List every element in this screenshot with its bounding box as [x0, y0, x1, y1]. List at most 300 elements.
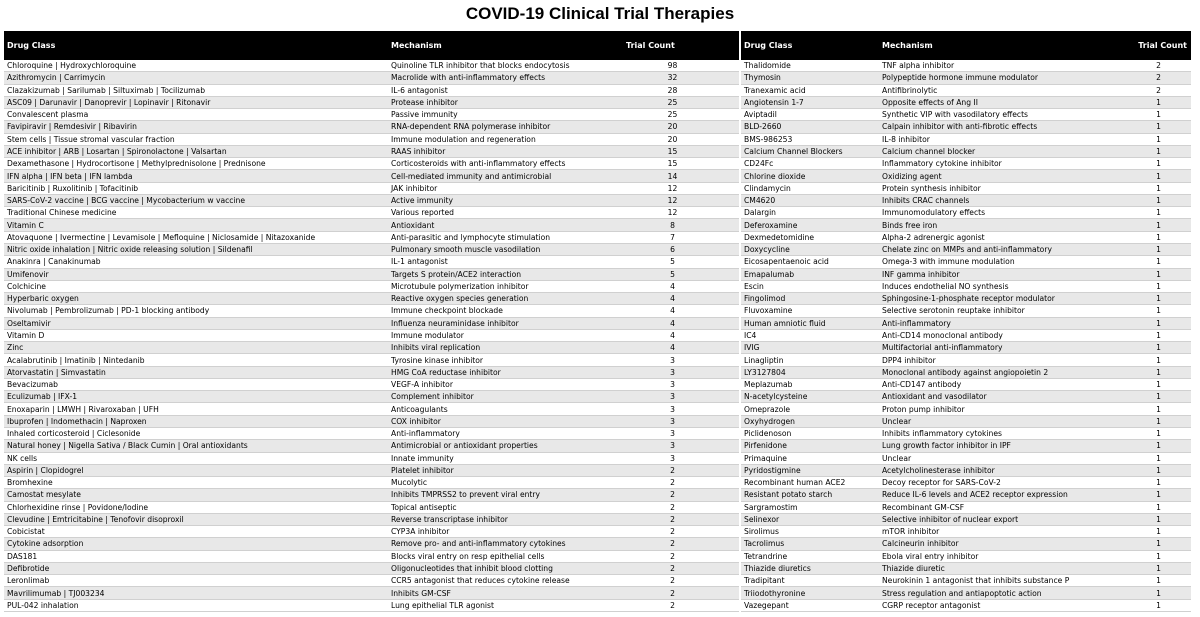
table-row	[741, 109, 1191, 121]
drug-class-cell: Resistant potato starch	[741, 489, 879, 501]
table-row	[741, 84, 1191, 96]
trial-count-cell: 1	[1084, 550, 1191, 562]
table-row	[4, 538, 739, 550]
drug-class-cell: PUL-042 inhalation	[4, 599, 388, 611]
trial-count-cell: 1	[1084, 317, 1191, 329]
drug-class-cell: Vazegepant	[741, 599, 879, 611]
drug-class-cell: Angiotensin 1-7	[741, 96, 879, 108]
mechanism-cell: Calcium channel blocker	[879, 145, 1084, 157]
table-row	[741, 403, 1191, 415]
table-row	[741, 599, 1191, 611]
table-row	[741, 170, 1191, 182]
table-row	[4, 391, 739, 403]
drug-class-cell: Escin	[741, 280, 879, 292]
trial-count-cell: 2	[1084, 60, 1191, 72]
table-row	[741, 207, 1191, 219]
table-row	[741, 550, 1191, 562]
table-row	[4, 562, 739, 574]
trial-count-cell: 2	[606, 477, 739, 489]
drug-class-cell: Tranexamic acid	[741, 84, 879, 96]
drug-class-cell: Tradipitant	[741, 575, 879, 587]
drug-class-cell: Nitric oxide inhalation | Nitric oxide releasing solution | Sildenafil	[4, 243, 388, 255]
drug-class-cell: Doxycycline	[741, 243, 879, 255]
trial-count-cell: 2	[606, 550, 739, 562]
trial-count-cell: 2	[606, 501, 739, 513]
table-row	[4, 587, 739, 599]
table-row	[4, 243, 739, 255]
trial-count-cell: 5	[606, 268, 739, 280]
trial-count-cell: 1	[1084, 440, 1191, 452]
table-row	[4, 109, 739, 121]
trial-count-cell: 3	[606, 427, 739, 439]
drug-class-cell: Thiazide diuretics	[741, 562, 879, 574]
trial-count-cell: 3	[606, 440, 739, 452]
table-row	[741, 305, 1191, 317]
table-row	[741, 587, 1191, 599]
trial-count-cell: 1	[1084, 96, 1191, 108]
mechanism-cell: Ebola viral entry inhibitor	[879, 550, 1084, 562]
table-row	[741, 256, 1191, 268]
mechanism-cell: Platelet inhibitor	[388, 464, 606, 476]
mechanism-cell: Synthetic VIP with vasodilatory effects	[879, 109, 1084, 121]
mechanism-cell: Sphingosine-1-phosphate receptor modulator	[879, 293, 1084, 305]
mechanism-cell: RAAS inhibitor	[388, 145, 606, 157]
drug-class-cell: NK cells	[4, 452, 388, 464]
drug-class-cell: Convalescent plasma	[4, 109, 388, 121]
table-row	[4, 513, 739, 525]
drug-class-cell: Leronlimab	[4, 575, 388, 587]
table-row	[4, 317, 739, 329]
table-row	[741, 96, 1191, 108]
trial-count-cell: 1	[1084, 366, 1191, 378]
drug-class-cell: Clazakizumab | Sarilumab | Siltuximab | Tocilizumab	[4, 84, 388, 96]
mechanism-cell: Macrolide with anti-inflammatory effects	[388, 72, 606, 84]
mechanism-cell: COX inhibitor	[388, 415, 606, 427]
trial-count-cell: 15	[606, 158, 739, 170]
drug-class-cell: Dexamethasone | Hydrocortisone | Methylprednisolone | Prednisone	[4, 158, 388, 170]
drug-class-cell: Fluvoxamine	[741, 305, 879, 317]
mechanism-cell: RNA-dependent RNA polymerase inhibitor	[388, 121, 606, 133]
drug-class-cell: Chloroquine | Hydroxychloroquine	[4, 60, 388, 72]
mechanism-cell: Lung growth factor inhibitor in IPF	[879, 440, 1084, 452]
table-row	[741, 182, 1191, 194]
table-row	[741, 575, 1191, 587]
trial-count-cell: 3	[606, 403, 739, 415]
drug-class-cell: ACE inhibitor | ARB | Losartan | Spironolactone | Valsartan	[4, 145, 388, 157]
trial-count-cell: 1	[1084, 207, 1191, 219]
trial-count-cell: 1	[1084, 305, 1191, 317]
table-row	[4, 575, 739, 587]
mechanism-cell: Cell-mediated immunity and antimicrobial	[388, 170, 606, 182]
trial-count-cell: 5	[606, 256, 739, 268]
table-row	[4, 72, 739, 84]
trial-count-cell: 2	[606, 464, 739, 476]
mechanism-cell: JAK inhibitor	[388, 182, 606, 194]
mechanism-cell: Antimicrobial or antioxidant properties	[388, 440, 606, 452]
page-title: COVID-19 Clinical Trial Therapies	[465, 4, 735, 23]
table-row	[4, 378, 739, 390]
mechanism-cell: Immune modulator	[388, 329, 606, 341]
drug-class-cell: Enoxaparin | LMWH | Rivaroxaban | UFH	[4, 403, 388, 415]
mechanism-cell: Unclear	[879, 415, 1084, 427]
trial-count-cell: 1	[1084, 170, 1191, 182]
table-row	[4, 182, 739, 194]
drug-class-cell: Primaquine	[741, 452, 879, 464]
table-row	[741, 378, 1191, 390]
trial-count-cell: 3	[606, 415, 739, 427]
mechanism-cell: Mucolytic	[388, 477, 606, 489]
trial-count-cell: 25	[606, 109, 739, 121]
mechanism-cell: CGRP receptor antagonist	[879, 599, 1084, 611]
drug-class-cell: Traditional Chinese medicine	[4, 207, 388, 219]
mechanism-cell: Opposite effects of Ang II	[879, 96, 1084, 108]
drug-class-cell: Fingolimod	[741, 293, 879, 305]
trial-count-cell: 1	[1084, 391, 1191, 403]
drug-class-cell: Bevacizumab	[4, 378, 388, 390]
column-header-trial-count[interactable]: Trial Count	[1084, 31, 1191, 60]
table-row	[4, 440, 739, 452]
mechanism-cell: Reverse transcriptase inhibitor	[388, 513, 606, 525]
drug-class-cell: IC4	[741, 329, 879, 341]
table-row	[741, 317, 1191, 329]
drug-class-cell: Bromhexine	[4, 477, 388, 489]
table-row	[4, 501, 739, 513]
trial-count-cell: 3	[606, 452, 739, 464]
drug-class-cell: Colchicine	[4, 280, 388, 292]
table-row	[741, 440, 1191, 452]
drug-class-cell: Clindamycin	[741, 182, 879, 194]
mechanism-cell: Remove pro- and anti-inflammatory cytokines	[388, 538, 606, 550]
trial-count-cell: 28	[606, 84, 739, 96]
table-row	[741, 329, 1191, 341]
table-row	[4, 427, 739, 439]
mechanism-cell: Acetylcholinesterase inhibitor	[879, 464, 1084, 476]
table-row	[741, 489, 1191, 501]
table-row	[741, 72, 1191, 84]
column-header-mechanism[interactable]: Mechanism	[388, 31, 606, 60]
table-row	[741, 562, 1191, 574]
table-row	[741, 219, 1191, 231]
mechanism-cell: Anti-inflammatory	[879, 317, 1084, 329]
table-row	[741, 293, 1191, 305]
drug-class-cell: Linagliptin	[741, 354, 879, 366]
trial-count-cell: 2	[606, 538, 739, 550]
drug-class-cell: Piclidenoson	[741, 427, 879, 439]
trial-count-cell: 1	[1084, 526, 1191, 538]
trial-count-cell: 1	[1084, 145, 1191, 157]
table-row	[741, 366, 1191, 378]
trial-count-cell: 20	[606, 133, 739, 145]
trial-count-cell: 1	[1084, 133, 1191, 145]
mechanism-cell: Polypeptide hormone immune modulator	[879, 72, 1084, 84]
table-row	[741, 391, 1191, 403]
mechanism-cell: Inhibits TMPRSS2 to prevent viral entry	[388, 489, 606, 501]
mechanism-cell: Influenza neuraminidase inhibitor	[388, 317, 606, 329]
mechanism-cell: Antioxidant and vasodilator	[879, 391, 1084, 403]
drug-class-cell: Zinc	[4, 342, 388, 354]
mechanism-cell: CCR5 antagonist that reduces cytokine release	[388, 575, 606, 587]
drug-class-cell: IVIG	[741, 342, 879, 354]
trial-count-cell: 25	[606, 96, 739, 108]
mechanism-cell: Microtubule polymerization inhibitor	[388, 280, 606, 292]
header-row	[741, 31, 1191, 60]
drug-class-cell: Emapalumab	[741, 268, 879, 280]
drug-class-cell: Meplazumab	[741, 378, 879, 390]
mechanism-cell: Alpha-2 adrenergic agonist	[879, 231, 1084, 243]
trial-count-cell: 14	[606, 170, 739, 182]
drug-class-cell: Thymosin	[741, 72, 879, 84]
drug-class-cell: Cytokine adsorption	[4, 538, 388, 550]
drug-class-cell: Nivolumab | Pembrolizumab | PD-1 blocking antibody	[4, 305, 388, 317]
table-row	[4, 145, 739, 157]
trial-count-cell: 3	[606, 366, 739, 378]
trial-count-cell: 1	[1084, 219, 1191, 231]
mechanism-cell: Inhibits GM-CSF	[388, 587, 606, 599]
trial-count-cell: 15	[606, 145, 739, 157]
drug-class-cell: Acalabrutinib | Imatinib | Nintedanib	[4, 354, 388, 366]
trial-count-cell: 1	[1084, 378, 1191, 390]
trial-count-cell: 1	[1084, 256, 1191, 268]
trial-count-cell: 1	[1084, 329, 1191, 341]
mechanism-cell: Selective serotonin reuptake inhibitor	[879, 305, 1084, 317]
table-row	[4, 219, 739, 231]
mechanism-cell: Topical antiseptic	[388, 501, 606, 513]
mechanism-cell: Immune modulation and regeneration	[388, 133, 606, 145]
mechanism-cell: Binds free iron	[879, 219, 1084, 231]
drug-class-cell: DAS181	[4, 550, 388, 562]
table-row	[741, 158, 1191, 170]
table-row	[741, 354, 1191, 366]
drug-class-cell: Pirfenidone	[741, 440, 879, 452]
trial-count-cell: 1	[1084, 342, 1191, 354]
trial-count-cell: 1	[1084, 415, 1191, 427]
table-row	[741, 280, 1191, 292]
mechanism-cell: Quinoline TLR inhibitor that blocks endocytosis	[388, 60, 606, 72]
trial-count-cell: 1	[1084, 354, 1191, 366]
table-row	[4, 96, 739, 108]
drug-class-cell: CM4620	[741, 194, 879, 206]
trial-count-cell: 12	[606, 207, 739, 219]
trial-count-cell: 1	[1084, 489, 1191, 501]
mechanism-cell: Lung epithelial TLR agonist	[388, 599, 606, 611]
trial-count-cell: 1	[1084, 293, 1191, 305]
drug-class-cell: Thalidomide	[741, 60, 879, 72]
table-row	[741, 133, 1191, 145]
drug-class-cell: Stem cells | Tissue stromal vascular fraction	[4, 133, 388, 145]
table-row	[4, 121, 739, 133]
mechanism-cell: Tyrosine kinase inhibitor	[388, 354, 606, 366]
mechanism-cell: Active immunity	[388, 194, 606, 206]
table-row	[741, 538, 1191, 550]
mechanism-cell: TNF alpha inhibitor	[879, 60, 1084, 72]
trial-count-cell: 1	[1084, 477, 1191, 489]
trial-count-cell: 4	[606, 293, 739, 305]
trial-count-cell: 1	[1084, 243, 1191, 255]
drug-class-cell: Human amniotic fluid	[741, 317, 879, 329]
trial-count-cell: 1	[1084, 109, 1191, 121]
trial-count-cell: 4	[606, 280, 739, 292]
drug-class-cell: Dexmedetomidine	[741, 231, 879, 243]
table-row	[741, 513, 1191, 525]
mechanism-cell: Oligonucleotides that inhibit blood clotting	[388, 562, 606, 574]
trial-count-cell: 6	[606, 243, 739, 255]
trial-count-cell: 12	[606, 182, 739, 194]
mechanism-cell: Inhibits viral replication	[388, 342, 606, 354]
column-header-mechanism[interactable]: Mechanism	[879, 31, 1084, 60]
trial-count-cell: 4	[606, 342, 739, 354]
table-row	[4, 477, 739, 489]
drug-class-cell: Azithromycin | Carrimycin	[4, 72, 388, 84]
drug-class-cell: Natural honey | Nigella Sativa / Black Cumin | Oral antioxidants	[4, 440, 388, 452]
mechanism-cell: Complement inhibitor	[388, 391, 606, 403]
trial-count-cell: 2	[606, 599, 739, 611]
mechanism-cell: Inhibits CRAC channels	[879, 194, 1084, 206]
trial-count-cell: 1	[1084, 464, 1191, 476]
table-row	[741, 526, 1191, 538]
trial-count-cell: 1	[1084, 575, 1191, 587]
drug-class-cell: LY3127804	[741, 366, 879, 378]
trial-count-cell: 1	[1084, 452, 1191, 464]
mechanism-cell: DPP4 inhibitor	[879, 354, 1084, 366]
drug-class-cell: Aviptadil	[741, 109, 879, 121]
trial-count-cell: 1	[1084, 501, 1191, 513]
table-row	[4, 452, 739, 464]
drug-class-cell: Chlorhexidine rinse | Povidone/Iodine	[4, 501, 388, 513]
mechanism-cell: IL-6 antagonist	[388, 84, 606, 96]
table-row	[4, 305, 739, 317]
trial-count-cell: 1	[1084, 427, 1191, 439]
mechanism-cell: HMG CoA reductase inhibitor	[388, 366, 606, 378]
drug-class-cell: Triiodothyronine	[741, 587, 879, 599]
table-row	[4, 256, 739, 268]
mechanism-cell: Reduce IL-6 levels and ACE2 receptor expression	[879, 489, 1084, 501]
drug-class-cell: Sargramostim	[741, 501, 879, 513]
table-row	[4, 170, 739, 182]
drug-class-cell: Anakinra | Canakinumab	[4, 256, 388, 268]
mechanism-cell: Oxidizing agent	[879, 170, 1084, 182]
drug-class-cell: Omeprazole	[741, 403, 879, 415]
trial-count-cell: 4	[606, 329, 739, 341]
trial-count-cell: 2	[606, 489, 739, 501]
mechanism-cell: Induces endothelial NO synthesis	[879, 280, 1084, 292]
trial-count-cell: 7	[606, 231, 739, 243]
table-row	[741, 231, 1191, 243]
drug-class-cell: Pyridostigmine	[741, 464, 879, 476]
mechanism-cell: IL-1 antagonist	[388, 256, 606, 268]
table-row	[741, 243, 1191, 255]
drug-class-cell: Vitamin C	[4, 219, 388, 231]
trial-count-cell: 4	[606, 317, 739, 329]
mechanism-cell: Immune checkpoint blockade	[388, 305, 606, 317]
trial-count-cell: 98	[606, 60, 739, 72]
mechanism-cell: Unclear	[879, 452, 1084, 464]
mechanism-cell: Inhibits inflammatory cytokines	[879, 427, 1084, 439]
mechanism-cell: Multifactorial anti-inflammatory	[879, 342, 1084, 354]
drug-class-cell: Recombinant human ACE2	[741, 477, 879, 489]
drug-class-cell: Tetrandrine	[741, 550, 879, 562]
table-row	[4, 464, 739, 476]
drug-class-cell: Clevudine | Emtricitabine | Tenofovir disoproxil	[4, 513, 388, 525]
mechanism-cell: Anticoagulants	[388, 403, 606, 415]
table-row	[741, 464, 1191, 476]
trial-count-cell: 2	[1084, 72, 1191, 84]
drug-class-cell: Selinexor	[741, 513, 879, 525]
trial-count-cell: 1	[1084, 538, 1191, 550]
mechanism-cell: Inflammatory cytokine inhibitor	[879, 158, 1084, 170]
mechanism-cell: Antioxidant	[388, 219, 606, 231]
mechanism-cell: Innate immunity	[388, 452, 606, 464]
mechanism-cell: Anti-CD14 monoclonal antibody	[879, 329, 1084, 341]
trial-count-cell: 1	[1084, 513, 1191, 525]
table-row	[4, 403, 739, 415]
table-row	[4, 293, 739, 305]
drug-class-cell: Favipiravir | Remdesivir | Ribavirin	[4, 121, 388, 133]
mechanism-cell: Neurokinin 1 antagonist that inhibits substance P	[879, 575, 1084, 587]
column-header-drug-class[interactable]: Drug Class	[741, 31, 879, 60]
table-row	[4, 489, 739, 501]
drug-class-cell: Calcium Channel Blockers	[741, 145, 879, 157]
drug-class-cell: Tacrolimus	[741, 538, 879, 550]
table-row	[4, 133, 739, 145]
mechanism-cell: Recombinant GM-CSF	[879, 501, 1084, 513]
trial-count-cell: 1	[1084, 280, 1191, 292]
trial-count-cell: 1	[1084, 231, 1191, 243]
table-row	[4, 329, 739, 341]
drug-class-cell: Mavrilimumab | TJ003234	[4, 587, 388, 599]
therapy-table-right	[741, 31, 1191, 612]
table-row	[4, 550, 739, 562]
mechanism-cell: Anti-inflammatory	[388, 427, 606, 439]
trial-count-cell: 2	[606, 513, 739, 525]
mechanism-cell: Immunomodulatory effects	[879, 207, 1084, 219]
column-header-drug-class[interactable]: Drug Class	[4, 31, 388, 60]
trial-count-cell: 3	[606, 391, 739, 403]
mechanism-cell: Stress regulation and antiapoptotic action	[879, 587, 1084, 599]
mechanism-cell: Corticosteroids with anti-inflammatory effects	[388, 158, 606, 170]
trial-count-cell: 1	[1084, 268, 1191, 280]
table-row	[741, 268, 1191, 280]
mechanism-cell: Chelate zinc on MMPs and anti-inflammatory	[879, 243, 1084, 255]
mechanism-cell: Calpain inhibitor with anti-fibrotic effects	[879, 121, 1084, 133]
trial-count-cell: 8	[606, 219, 739, 231]
drug-class-cell: Cobicistat	[4, 526, 388, 538]
table-row	[4, 194, 739, 206]
mechanism-cell: Selective inhibitor of nuclear export	[879, 513, 1084, 525]
table-row	[4, 60, 739, 72]
trial-count-cell: 2	[606, 526, 739, 538]
mechanism-cell: mTOR inhibitor	[879, 526, 1084, 538]
trial-count-cell: 1	[1084, 403, 1191, 415]
mechanism-cell: Decoy receptor for SARS-CoV-2	[879, 477, 1084, 489]
mechanism-cell: Protein synthesis inhibitor	[879, 182, 1084, 194]
table-row	[4, 158, 739, 170]
drug-class-cell: Oseltamivir	[4, 317, 388, 329]
drug-class-cell: SARS-CoV-2 vaccine | BCG vaccine | Mycobacterium w vaccine	[4, 194, 388, 206]
table-row	[4, 231, 739, 243]
trial-count-cell: 20	[606, 121, 739, 133]
mechanism-cell: IL-8 inhibitor	[879, 133, 1084, 145]
column-header-trial-count[interactable]: Trial Count	[606, 31, 739, 60]
trial-count-cell: 1	[1084, 587, 1191, 599]
mechanism-cell: Protease inhibitor	[388, 96, 606, 108]
drug-class-cell: IFN alpha | IFN beta | IFN lambda	[4, 170, 388, 182]
trial-count-cell: 2	[606, 587, 739, 599]
table-row	[4, 366, 739, 378]
table-row	[4, 526, 739, 538]
drug-class-cell: BLD-2660	[741, 121, 879, 133]
mechanism-cell: Proton pump inhibitor	[879, 403, 1084, 415]
drug-class-cell: Hyperbaric oxygen	[4, 293, 388, 305]
